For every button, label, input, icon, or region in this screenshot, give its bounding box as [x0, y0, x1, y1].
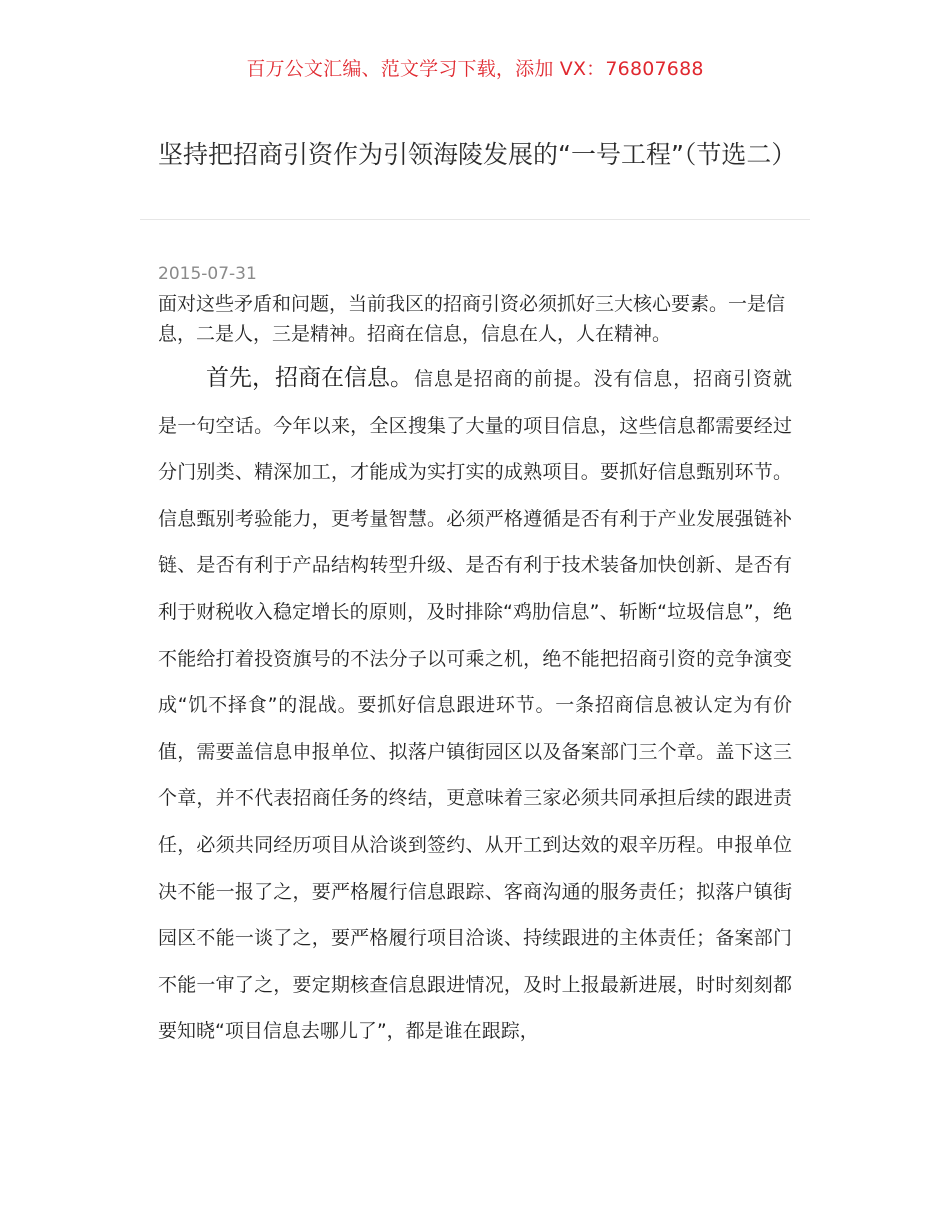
body-text: 信息是招商的前提。没有信息，招商引资就是一句空话。今年以来，全区搜集了大量的项目信息，这些信息都需要经过分门别类、精深加工，才能成为实打实的成熟项目。要抓好信息甄别环节。信息甄别考验能力，更考量智慧。必须严格遵循是否有利于产业发展强链补链、是否有利于产品结构转型升级、是否有利于技术装备加快创新、是否有利于财税收入稳定增长的原则，及时排除“鸡肋信息”、斩断“垃圾信息”，绝不能给打着投资旗号的不法分子以可乘之机，绝不能把招商引资的竞争演变成“饥不择食”的混战。要抓好信息跟进环节。一条招商信息被认定为有价值，需要盖信息申报单位、拟落户镇街园区以及备案部门三个章。盖下这三个章，并不代表招商任务的终结，更意味着三家必须共同承担后续的跟进责任，必须共同经历项目从洽谈到签约、从开工到达效的艰辛历程。申报单位决不能一报了之，要严格履行信息跟踪、客商沟通的服务责任；拟落户镇街园区不能一谈了之，要严格履行项目洽谈、持续跟进的主体责任；备案部门不能一审了之，要定期核查信息跟进情况，及时上报最新进展，时时刻刻都要知晓“项目信息去哪儿了”，都是谁在跟踪，	[158, 368, 792, 1043]
publish-date: 2015-07-31	[158, 264, 257, 284]
lead-heading: 首先，招商在信息。	[206, 365, 413, 391]
body-paragraph	[158, 355, 792, 1055]
title-divider	[140, 219, 810, 220]
promo-banner: 百万公文汇编、范文学习下载，添加 VX：76807688	[246, 58, 704, 80]
intro-paragraph: 面对这些矛盾和问题，当前我区的招商引资必须抓好三大核心要素。一是信息，二是人，三是精神。招商在信息，信息在人，人在精神。	[158, 293, 786, 345]
article-title: 坚持把招商引资作为引领海陵发展的“一号工程”（节选二）	[158, 140, 797, 169]
